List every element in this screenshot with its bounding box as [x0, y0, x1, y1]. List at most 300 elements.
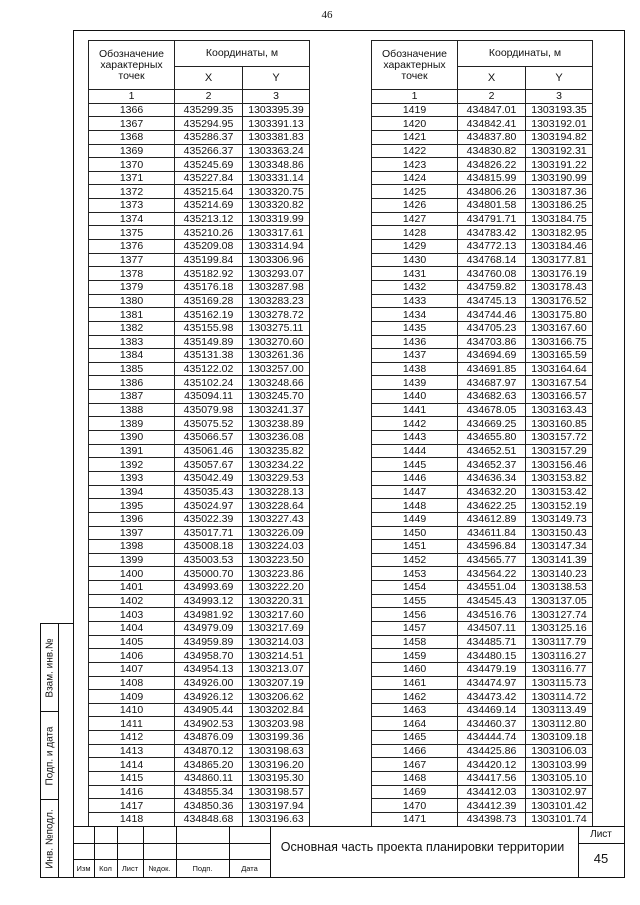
table-row	[89, 649, 310, 663]
y-coordinate-cell: 1303176.52	[526, 294, 593, 308]
header-coords-label: Координаты, м	[458, 41, 593, 67]
y-coordinate-cell: 1303150.43	[526, 526, 593, 540]
x-coordinate-cell: 434485.71	[458, 635, 526, 649]
point-id-cell: 1398	[89, 540, 175, 554]
table-row	[372, 444, 593, 458]
table-row	[89, 280, 310, 294]
tb-kol: Кол	[99, 864, 112, 873]
x-coordinate-cell: 434632.20	[458, 485, 526, 499]
y-coordinate-cell: 1303275.11	[243, 321, 310, 335]
point-id-cell: 1425	[372, 185, 458, 199]
header-x: X	[175, 66, 243, 89]
table-row	[372, 608, 593, 622]
y-coordinate-cell: 1303166.75	[526, 335, 593, 349]
x-coordinate-cell: 434768.14	[458, 253, 526, 267]
point-id-cell: 1461	[372, 676, 458, 690]
table-row	[372, 158, 593, 172]
x-coordinate-cell: 435286.37	[175, 130, 243, 144]
sheet-number: 45	[593, 851, 609, 866]
coordinates-table-right	[371, 40, 593, 827]
table-row	[89, 185, 310, 199]
point-id-cell: 1381	[89, 308, 175, 322]
x-coordinate-cell: 434636.34	[458, 471, 526, 485]
y-coordinate-cell: 1303224.03	[243, 540, 310, 554]
y-coordinate-cell: 1303217.60	[243, 608, 310, 622]
y-coordinate-cell: 1303287.98	[243, 280, 310, 294]
x-coordinate-cell: 434993.12	[175, 594, 243, 608]
point-id-cell: 1469	[372, 785, 458, 799]
point-id-cell: 1369	[89, 144, 175, 158]
y-coordinate-cell: 1303229.53	[243, 471, 310, 485]
point-id-cell: 1471	[372, 812, 458, 826]
table-row	[372, 103, 593, 117]
y-coordinate-cell: 1303319.99	[243, 212, 310, 226]
y-coordinate-cell: 1303167.60	[526, 321, 593, 335]
x-coordinate-cell: 434460.37	[458, 717, 526, 731]
y-coordinate-cell: 1303235.82	[243, 444, 310, 458]
x-coordinate-cell: 435215.64	[175, 185, 243, 199]
y-coordinate-cell: 1303157.72	[526, 431, 593, 445]
y-coordinate-cell: 1303261.36	[243, 349, 310, 363]
header-coords-label: Координаты, м	[175, 41, 310, 67]
table-row	[372, 485, 593, 499]
point-id-cell: 1460	[372, 662, 458, 676]
point-id-cell: 1393	[89, 471, 175, 485]
point-id-cell: 1453	[372, 567, 458, 581]
point-id-cell: 1426	[372, 199, 458, 213]
y-coordinate-cell: 1303112.80	[526, 717, 593, 731]
point-id-cell: 1404	[89, 621, 175, 635]
x-coordinate-cell: 435003.53	[175, 553, 243, 567]
y-coordinate-cell: 1303147.34	[526, 540, 593, 554]
table-row	[89, 199, 310, 213]
y-coordinate-cell: 1303190.99	[526, 171, 593, 185]
y-coordinate-cell: 1303166.57	[526, 390, 593, 404]
x-coordinate-cell: 435024.97	[175, 499, 243, 513]
x-coordinate-cell: 434981.92	[175, 608, 243, 622]
table-row	[89, 253, 310, 267]
y-coordinate-cell: 1303222.20	[243, 581, 310, 595]
x-coordinate-cell: 435061.46	[175, 444, 243, 458]
x-coordinate-cell: 434551.04	[458, 581, 526, 595]
y-coordinate-cell: 1303363.24	[243, 144, 310, 158]
point-id-cell: 1410	[89, 703, 175, 717]
x-coordinate-cell: 434759.82	[458, 280, 526, 294]
header-x: X	[458, 66, 526, 89]
x-coordinate-cell: 434815.99	[458, 171, 526, 185]
point-id-cell: 1386	[89, 376, 175, 390]
x-coordinate-cell: 434425.86	[458, 744, 526, 758]
y-coordinate-cell: 1303101.42	[526, 799, 593, 813]
point-id-cell: 1370	[89, 158, 175, 172]
x-coordinate-cell: 434847.01	[458, 103, 526, 117]
point-id-cell: 1427	[372, 212, 458, 226]
x-coordinate-cell: 434682.63	[458, 390, 526, 404]
point-id-cell: 1415	[89, 772, 175, 786]
point-id-cell: 1446	[372, 471, 458, 485]
x-coordinate-cell: 434691.85	[458, 362, 526, 376]
x-coordinate-cell: 434417.56	[458, 772, 526, 786]
table-row	[89, 594, 310, 608]
x-coordinate-cell: 434954.13	[175, 662, 243, 676]
y-coordinate-cell: 1303176.19	[526, 267, 593, 281]
point-id-cell: 1377	[89, 253, 175, 267]
table-row	[372, 376, 593, 390]
table-row	[372, 144, 593, 158]
y-coordinate-cell: 1303156.46	[526, 458, 593, 472]
table-row	[89, 144, 310, 158]
x-coordinate-cell: 435169.28	[175, 294, 243, 308]
x-coordinate-cell: 434926.00	[175, 676, 243, 690]
point-id-cell: 1423	[372, 158, 458, 172]
header-y: Y	[243, 66, 310, 89]
side-stamp	[40, 623, 74, 878]
y-coordinate-cell: 1303184.75	[526, 212, 593, 226]
point-id-cell: 1374	[89, 212, 175, 226]
y-coordinate-cell: 1303153.82	[526, 471, 593, 485]
point-id-cell: 1431	[372, 267, 458, 281]
table-row	[89, 240, 310, 254]
point-id-cell: 1421	[372, 130, 458, 144]
point-id-cell: 1387	[89, 390, 175, 404]
table-row	[89, 444, 310, 458]
x-coordinate-cell: 435227.84	[175, 171, 243, 185]
x-coordinate-cell: 435149.89	[175, 335, 243, 349]
point-id-cell: 1382	[89, 321, 175, 335]
point-id-cell: 1442	[372, 417, 458, 431]
y-coordinate-cell: 1303101.74	[526, 812, 593, 826]
table-row	[89, 690, 310, 704]
y-coordinate-cell: 1303257.00	[243, 362, 310, 376]
y-coordinate-cell: 1303140.23	[526, 567, 593, 581]
y-coordinate-cell: 1303125.16	[526, 621, 593, 635]
point-id-cell: 1376	[89, 240, 175, 254]
x-coordinate-cell: 435094.11	[175, 390, 243, 404]
table-row	[372, 594, 593, 608]
tb-list: Лист	[121, 864, 139, 873]
title-block	[73, 826, 625, 878]
x-coordinate-cell: 434678.05	[458, 403, 526, 417]
point-id-cell: 1396	[89, 512, 175, 526]
y-coordinate-cell: 1303306.96	[243, 253, 310, 267]
point-id-cell: 1417	[89, 799, 175, 813]
point-id-cell: 1445	[372, 458, 458, 472]
col-num-3: 3	[526, 90, 593, 104]
table-row	[89, 171, 310, 185]
y-coordinate-cell: 1303278.72	[243, 308, 310, 322]
point-id-cell: 1403	[89, 608, 175, 622]
point-id-cell: 1462	[372, 690, 458, 704]
table-row	[89, 431, 310, 445]
x-coordinate-cell: 434652.51	[458, 444, 526, 458]
x-coordinate-cell: 435000.70	[175, 567, 243, 581]
point-id-cell: 1466	[372, 744, 458, 758]
x-coordinate-cell: 434870.12	[175, 744, 243, 758]
y-coordinate-cell: 1303270.60	[243, 335, 310, 349]
point-id-cell: 1457	[372, 621, 458, 635]
y-coordinate-cell: 1303223.50	[243, 553, 310, 567]
table-row	[372, 390, 593, 404]
y-coordinate-cell: 1303113.49	[526, 703, 593, 717]
table-row	[89, 471, 310, 485]
point-id-cell: 1454	[372, 581, 458, 595]
x-coordinate-cell: 435035.43	[175, 485, 243, 499]
point-id-cell: 1419	[372, 103, 458, 117]
point-id-cell: 1428	[372, 226, 458, 240]
table-row	[372, 321, 593, 335]
y-coordinate-cell: 1303220.31	[243, 594, 310, 608]
y-coordinate-cell: 1303217.69	[243, 621, 310, 635]
y-coordinate-cell: 1303175.80	[526, 308, 593, 322]
y-coordinate-cell: 1303197.94	[243, 799, 310, 813]
table-row	[372, 171, 593, 185]
y-coordinate-cell: 1303381.83	[243, 130, 310, 144]
y-coordinate-cell: 1303152.19	[526, 499, 593, 513]
y-coordinate-cell: 1303114.72	[526, 690, 593, 704]
y-coordinate-cell: 1303160.85	[526, 417, 593, 431]
y-coordinate-cell: 1303141.39	[526, 553, 593, 567]
table-row	[89, 785, 310, 799]
table-row	[89, 512, 310, 526]
y-coordinate-cell: 1303214.51	[243, 649, 310, 663]
point-id-cell: 1455	[372, 594, 458, 608]
table-row	[372, 758, 593, 772]
x-coordinate-cell: 434744.46	[458, 308, 526, 322]
point-id-cell: 1468	[372, 772, 458, 786]
table-row	[372, 553, 593, 567]
x-coordinate-cell: 434507.11	[458, 621, 526, 635]
y-coordinate-cell: 1303165.59	[526, 349, 593, 363]
point-id-cell: 1399	[89, 553, 175, 567]
x-coordinate-cell: 434865.20	[175, 758, 243, 772]
x-coordinate-cell: 434979.09	[175, 621, 243, 635]
table-row	[372, 335, 593, 349]
x-coordinate-cell: 435131.38	[175, 349, 243, 363]
header-point-label: Обозначение характерных точек	[372, 41, 458, 90]
table-row	[372, 526, 593, 540]
table-row	[372, 635, 593, 649]
table-row	[372, 294, 593, 308]
x-coordinate-cell: 434622.25	[458, 499, 526, 513]
x-coordinate-cell: 434860.11	[175, 772, 243, 786]
point-id-cell: 1375	[89, 226, 175, 240]
point-id-cell: 1435	[372, 321, 458, 335]
x-coordinate-cell: 435294.95	[175, 117, 243, 131]
table-row	[89, 499, 310, 513]
table-row	[89, 376, 310, 390]
table-row	[372, 512, 593, 526]
x-coordinate-cell: 434830.82	[458, 144, 526, 158]
table-row	[372, 785, 593, 799]
x-coordinate-cell: 434837.80	[458, 130, 526, 144]
point-id-cell: 1458	[372, 635, 458, 649]
y-coordinate-cell: 1303137.05	[526, 594, 593, 608]
x-coordinate-cell: 435213.12	[175, 212, 243, 226]
point-id-cell: 1444	[372, 444, 458, 458]
y-coordinate-cell: 1303226.09	[243, 526, 310, 540]
x-coordinate-cell: 434480.15	[458, 649, 526, 663]
y-coordinate-cell: 1303167.54	[526, 376, 593, 390]
y-coordinate-cell: 1303198.63	[243, 744, 310, 758]
y-coordinate-cell: 1303228.64	[243, 499, 310, 513]
y-coordinate-cell: 1303153.42	[526, 485, 593, 499]
point-id-cell: 1437	[372, 349, 458, 363]
x-coordinate-cell: 434772.13	[458, 240, 526, 254]
table-row	[89, 267, 310, 281]
header-point-label: Обозначение характерных точек	[89, 41, 175, 90]
y-coordinate-cell: 1303116.77	[526, 662, 593, 676]
point-id-cell: 1424	[372, 171, 458, 185]
point-id-cell: 1464	[372, 717, 458, 731]
point-id-cell: 1408	[89, 676, 175, 690]
table-row	[89, 485, 310, 499]
table-row	[372, 280, 593, 294]
sheet-label: Лист	[590, 829, 612, 840]
point-id-cell: 1439	[372, 376, 458, 390]
x-coordinate-cell: 434905.44	[175, 703, 243, 717]
x-coordinate-cell: 435182.92	[175, 267, 243, 281]
x-coordinate-cell: 434611.84	[458, 526, 526, 540]
table-row	[372, 812, 593, 826]
x-coordinate-cell: 434669.25	[458, 417, 526, 431]
table-row	[372, 349, 593, 363]
x-coordinate-cell: 435017.71	[175, 526, 243, 540]
x-coordinate-cell: 434842.41	[458, 117, 526, 131]
y-coordinate-cell: 1303234.22	[243, 458, 310, 472]
point-id-cell: 1441	[372, 403, 458, 417]
x-coordinate-cell: 434694.69	[458, 349, 526, 363]
point-id-cell: 1451	[372, 540, 458, 554]
point-id-cell: 1416	[89, 785, 175, 799]
table-row	[89, 212, 310, 226]
x-coordinate-cell: 434412.39	[458, 799, 526, 813]
y-coordinate-cell: 1303106.03	[526, 744, 593, 758]
table-row	[89, 526, 310, 540]
y-coordinate-cell: 1303164.64	[526, 362, 593, 376]
y-coordinate-cell: 1303191.22	[526, 158, 593, 172]
point-id-cell: 1407	[89, 662, 175, 676]
x-coordinate-cell: 434412.03	[458, 785, 526, 799]
point-id-cell: 1402	[89, 594, 175, 608]
point-id-cell: 1380	[89, 294, 175, 308]
y-coordinate-cell: 1303199.36	[243, 731, 310, 745]
y-coordinate-cell: 1303238.89	[243, 417, 310, 431]
y-coordinate-cell: 1303207.19	[243, 676, 310, 690]
table-row	[89, 744, 310, 758]
table-row	[372, 117, 593, 131]
y-coordinate-cell: 1303187.36	[526, 185, 593, 199]
y-coordinate-cell: 1303223.86	[243, 567, 310, 581]
table-row	[89, 731, 310, 745]
table-row	[89, 362, 310, 376]
y-coordinate-cell: 1303206.62	[243, 690, 310, 704]
table-row	[372, 744, 593, 758]
tb-izm: Изм	[76, 864, 91, 873]
tb-data: Дата	[241, 864, 258, 873]
table-row	[372, 567, 593, 581]
x-coordinate-cell: 434876.09	[175, 731, 243, 745]
y-coordinate-cell: 1303228.13	[243, 485, 310, 499]
x-coordinate-cell: 435102.24	[175, 376, 243, 390]
table-row	[89, 308, 310, 322]
table-row	[89, 390, 310, 404]
point-id-cell: 1434	[372, 308, 458, 322]
table-row	[89, 635, 310, 649]
x-coordinate-cell: 434801.58	[458, 199, 526, 213]
point-id-cell: 1448	[372, 499, 458, 513]
y-coordinate-cell: 1303317.61	[243, 226, 310, 240]
x-coordinate-cell: 434545.43	[458, 594, 526, 608]
table-row	[372, 267, 593, 281]
point-id-cell: 1388	[89, 403, 175, 417]
y-coordinate-cell: 1303283.23	[243, 294, 310, 308]
table-row	[89, 540, 310, 554]
y-coordinate-cell: 1303214.03	[243, 635, 310, 649]
y-coordinate-cell: 1303194.82	[526, 130, 593, 144]
x-coordinate-cell: 434783.42	[458, 226, 526, 240]
table-row	[89, 403, 310, 417]
table-row	[372, 772, 593, 786]
point-id-cell: 1379	[89, 280, 175, 294]
table-row	[89, 567, 310, 581]
point-id-cell: 1430	[372, 253, 458, 267]
x-coordinate-cell: 435210.26	[175, 226, 243, 240]
table-row	[89, 676, 310, 690]
point-id-cell: 1390	[89, 431, 175, 445]
point-id-cell: 1449	[372, 512, 458, 526]
x-coordinate-cell: 434596.84	[458, 540, 526, 554]
point-id-cell: 1411	[89, 717, 175, 731]
x-coordinate-cell: 434826.22	[458, 158, 526, 172]
y-coordinate-cell: 1303109.18	[526, 731, 593, 745]
point-id-cell: 1420	[372, 117, 458, 131]
x-coordinate-cell: 435299.35	[175, 103, 243, 117]
table-row	[372, 649, 593, 663]
point-id-cell: 1378	[89, 267, 175, 281]
point-id-cell: 1405	[89, 635, 175, 649]
table-row	[372, 471, 593, 485]
point-id-cell: 1438	[372, 362, 458, 376]
y-coordinate-cell: 1303186.25	[526, 199, 593, 213]
point-id-cell: 1409	[89, 690, 175, 704]
table-row	[372, 458, 593, 472]
table-row	[89, 581, 310, 595]
point-id-cell: 1467	[372, 758, 458, 772]
table-row	[372, 690, 593, 704]
table-row	[372, 676, 593, 690]
table-row	[372, 185, 593, 199]
x-coordinate-cell: 435155.98	[175, 321, 243, 335]
point-id-cell: 1470	[372, 799, 458, 813]
table-row	[372, 717, 593, 731]
table-row	[89, 553, 310, 567]
col-num-1: 1	[372, 90, 458, 104]
y-coordinate-cell: 1303395.39	[243, 103, 310, 117]
y-coordinate-cell: 1303184.46	[526, 240, 593, 254]
point-id-cell: 1395	[89, 499, 175, 513]
y-coordinate-cell: 1303196.63	[243, 812, 310, 826]
point-id-cell: 1447	[372, 485, 458, 499]
y-coordinate-cell: 1303196.20	[243, 758, 310, 772]
point-id-cell: 1366	[89, 103, 175, 117]
y-coordinate-cell: 1303192.01	[526, 117, 593, 131]
point-id-cell: 1414	[89, 758, 175, 772]
table-row	[89, 758, 310, 772]
x-coordinate-cell: 434806.26	[458, 185, 526, 199]
table-row	[372, 403, 593, 417]
y-coordinate-cell: 1303248.66	[243, 376, 310, 390]
y-coordinate-cell: 1303116.27	[526, 649, 593, 663]
